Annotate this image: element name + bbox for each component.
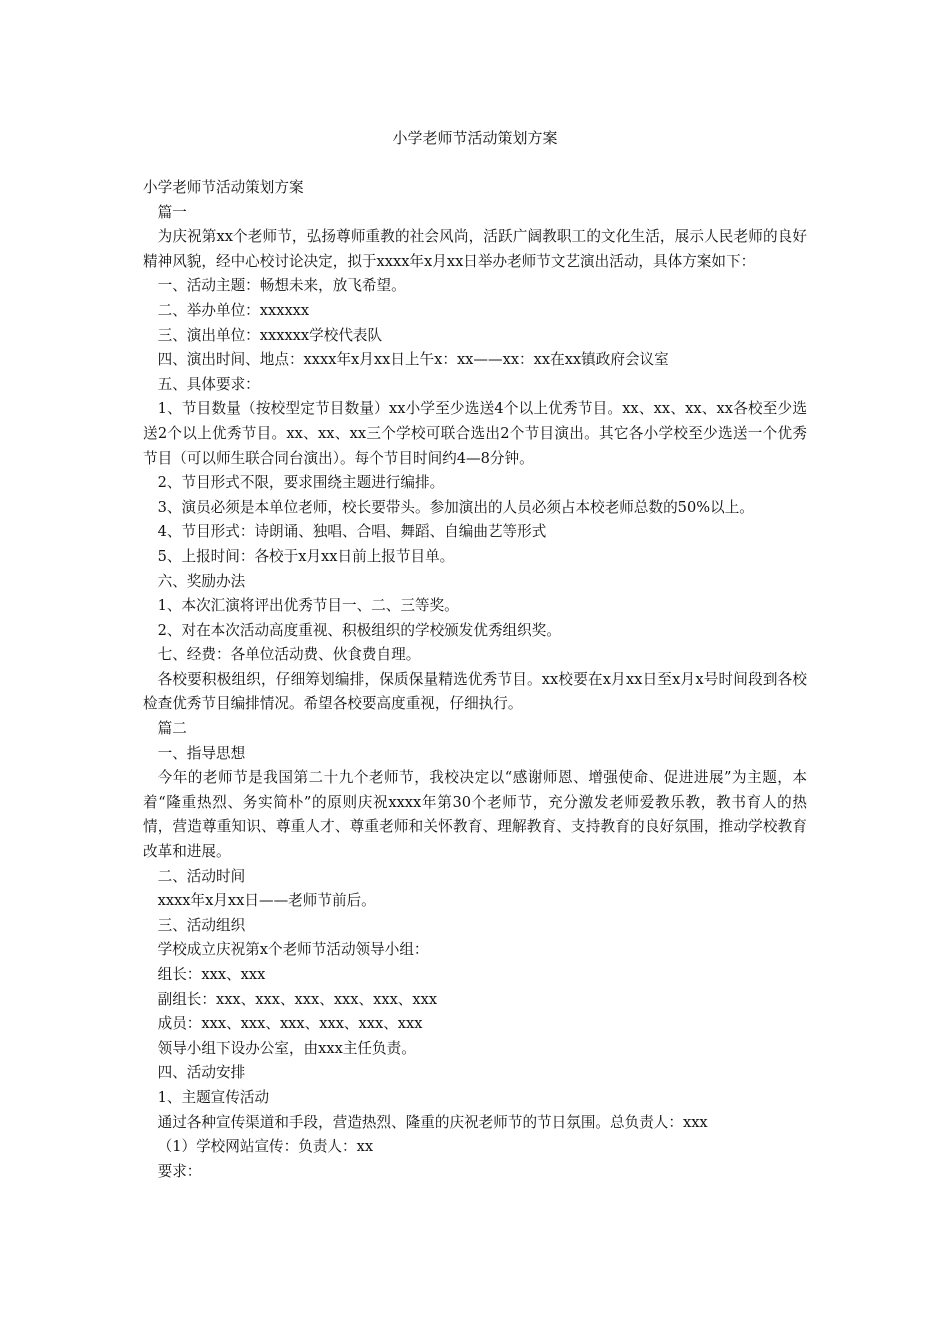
office-paragraph: 领导小组下设办公室，由xxx主任负责。 [157, 1039, 416, 1057]
requirement-4: 4、节目形式：诗朗诵、独唱、合唱、舞蹈、自编曲艺等形式 [157, 523, 547, 541]
item-time-place: 四、演出时间、地点：xxxx年x月xx日上午x：xx——xx：xx在xx镇政府会议室 [157, 351, 669, 369]
activity-time-heading: 二、活动时间 [157, 867, 246, 885]
theme-promotion-heading: 1、主题宣传活动 [157, 1088, 270, 1106]
requirement-1: 1、节目数量（按校型定节目数量）xx小学至少选送4个以上优秀节目。xx、xx、xx、xx各校至少选送2个以上优秀节目。xx、xx、xx三个学校可联合选出2个节目演出。其它各小学校至少选送一个优秀节目（可以师生联合同台演出）。每个节目时间约4—8分钟。 [143, 400, 807, 467]
leadership-group-paragraph: 学校成立庆祝第x个老师节活动领导小组： [157, 941, 429, 959]
award-2: 2、对在本次活动高度重视、积极组织的学校颁发优秀组织奖。 [157, 621, 561, 639]
group-deputy-leaders: 副组长：xxx、xxx、xxx、xxx、xxx、xxx [157, 990, 438, 1008]
section-heading-part-two: 篇二 [157, 720, 187, 738]
section-heading-part-one: 篇一 [157, 203, 187, 221]
theme-promotion-paragraph: 通过各种宣传渠道和手段，营造热烈、隆重的庆祝老师节的节日氛围。总负责人：xxx [157, 1113, 708, 1131]
group-leader: 组长：xxx、xxx [157, 966, 266, 983]
award-1: 1、本次汇演将评出优秀节目一、二、三等奖。 [157, 597, 459, 615]
item-awards-heading: 六、奖励办法 [157, 572, 246, 590]
requirement-5: 5、上报时间：各校于x月xx日前上报节目单。 [157, 547, 455, 565]
website-promotion: （1）学校网站宣传：负责人：xx [157, 1138, 374, 1156]
guiding-thought-paragraph: 今年的老师节是我国第二十九个老师节，我校决定以“感谢师恩、增强使命、促进进展”为主题，本着“隆重热烈、务实简朴”的原则庆祝xxxx年第30个老师节，充分激发老师爱教乐教，教书育人的热情，营造尊重知识、尊重人才、尊重老师和关怀教育、理解教育、支持教育的良好氛围，推动学校教育改革和进展。 [143, 769, 807, 861]
subtitle-paragraph: 小学老师节活动策划方案 [143, 179, 304, 196]
requirement-3: 3、演员必须是本单位老师，校长要带头。参加演出的人员必须占本校老师总数的50%以上。 [157, 498, 754, 516]
closing-paragraph: 各校要积极组织，仔细筹划编排，保质保量精选优秀节目。xx校要在x月xx日至x月x号时间段到各校检查优秀节目编排情况。希望各校要高度重视，仔细执行。 [143, 670, 807, 713]
item-organizer: 二、举办单位：xxxxxx [157, 301, 310, 319]
document-title: 小学老师节活动策划方案 [392, 129, 558, 147]
activity-time-paragraph: xxxx年x月xx日——老师节前后。 [157, 892, 376, 910]
item-theme: 一、活动主题：畅想未来，放飞希望。 [157, 277, 406, 295]
intro-paragraph: 为庆祝第xx个老师节，弘扬尊师重教的社会风尚，活跃广阔教职工的文化生活，展示人民老师的良好精神风貌，经中心校讨论决定，拟于xxxx年x月xx日举办老师节文艺演出活动，具体方案如下： [143, 228, 807, 270]
item-performer: 三、演出单位：xxxxxx学校代表队 [157, 326, 383, 344]
activity-organization-heading: 三、活动组织 [157, 916, 246, 934]
requirement-2: 2、节目形式不限，要求围绕主题进行编排。 [157, 474, 445, 492]
guiding-thought-heading: 一、指导思想 [157, 744, 246, 762]
document-body [143, 176, 807, 1184]
activity-arrangement-heading: 四、活动安排 [157, 1064, 246, 1082]
item-funding: 七、经费：各单位活动费、伙食费自理。 [157, 646, 421, 664]
group-members: 成员：xxx、xxx、xxx、xxx、xxx、xxx [157, 1015, 423, 1033]
requirements-label: 要求： [157, 1162, 202, 1180]
item-requirements-heading: 五、具体要求： [157, 375, 260, 393]
